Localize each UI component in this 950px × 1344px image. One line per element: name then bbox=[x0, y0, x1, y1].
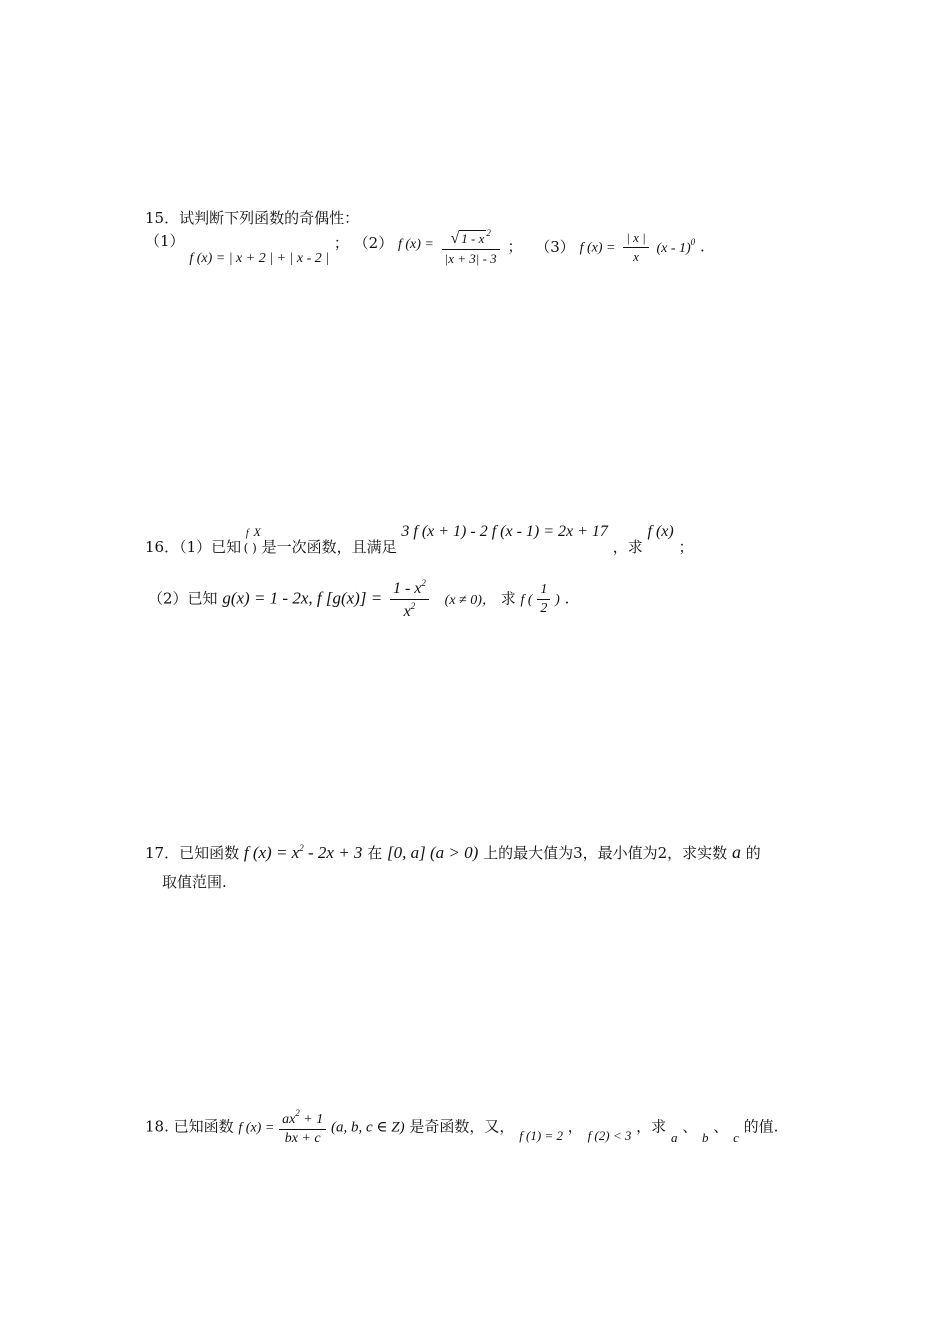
q16-p2-half-num: 1 bbox=[537, 582, 550, 600]
q18-cond1: f (1) = 2 bbox=[519, 1127, 563, 1143]
q15-p3-label: （3） bbox=[535, 237, 575, 256]
q18-a: a bbox=[670, 1129, 678, 1145]
q17-rest: 上的最大值为3，最小值为2，求实数 bbox=[483, 844, 728, 862]
q16-p1-target: f (x) bbox=[647, 523, 674, 540]
q16-p2-half bbox=[537, 582, 550, 617]
q16-part2 bbox=[148, 578, 569, 621]
q16-p1-ask: ，求 bbox=[612, 538, 643, 556]
q15-p1-expr: f (x) = | x + 2 | + | x - 2 | bbox=[189, 250, 330, 266]
q15-title: 15．试判断下列函数的奇偶性： bbox=[145, 209, 360, 227]
q15-p1-label: （1） bbox=[145, 231, 185, 250]
q18-denominator: bx + c bbox=[284, 1131, 321, 1146]
q15-p3-lhs: f (x) = bbox=[579, 240, 616, 256]
q18-dun2: 、 bbox=[713, 1117, 729, 1136]
q16-p1-end: ； bbox=[678, 538, 694, 556]
q15-p2-denominator: |x + 3| - 3 bbox=[444, 251, 497, 266]
q15-p3-numerator: | x | bbox=[623, 230, 648, 248]
q15-p3-tail: (x - 1)$^0$ bbox=[656, 236, 696, 256]
q18-start: 18. 已知函数 bbox=[145, 1117, 234, 1136]
q16-p2-start: （2）已知 bbox=[148, 589, 218, 608]
q17-mid: 在 bbox=[367, 844, 383, 862]
q16-p2-end: . bbox=[564, 589, 570, 608]
q17-start: 17．已知函数 bbox=[145, 844, 240, 862]
q17-interval: [0, a] (a > 0) bbox=[387, 843, 479, 862]
q16-p2-fraction bbox=[390, 578, 429, 621]
q17-line1 bbox=[145, 842, 761, 863]
q15-p2-lhs: f (x) = bbox=[398, 236, 434, 252]
q18-lhs: f (x) = bbox=[238, 1120, 275, 1136]
q17-line2: 取值范围. bbox=[162, 873, 227, 891]
q18-cond2: f (2) < 3 bbox=[587, 1127, 632, 1143]
q15-p3-fraction bbox=[623, 230, 648, 265]
q18-b: b bbox=[702, 1129, 709, 1145]
q16-p2-condition: (x ≠ 0)， bbox=[444, 592, 496, 608]
q18-comma: ， bbox=[567, 1117, 583, 1136]
q18-mid: 是奇函数，又， bbox=[409, 1117, 515, 1136]
q17-var: a bbox=[731, 842, 741, 862]
q16-p2-half-den: 2 bbox=[540, 601, 548, 616]
q15-parts bbox=[145, 228, 705, 267]
q16-p1-start: 16．（1）已知 bbox=[145, 538, 242, 556]
q18-dun1: 、 bbox=[682, 1117, 698, 1136]
q15-p3-denominator: x bbox=[633, 249, 639, 264]
q16-p2-equation: g(x) = 1 - 2x, f [g(x)] = bbox=[222, 588, 383, 608]
q17-tail: 的 bbox=[745, 844, 761, 862]
q18-ask: ，求 bbox=[636, 1117, 667, 1136]
q16-part1 bbox=[145, 520, 694, 556]
q18-condition: (a, b, c ∈ Z) bbox=[331, 1119, 405, 1136]
q16-p2-ask: 求 bbox=[500, 589, 516, 608]
q16-p1-x: X bbox=[253, 525, 261, 539]
q17-expr: f $(x) = x^2 - 2x + 3$ bbox=[243, 843, 363, 862]
sqrt-icon: √ bbox=[450, 230, 460, 247]
q16-p2-close: ) bbox=[555, 592, 560, 608]
q18-numerator: $ax^2 + 1$ bbox=[279, 1108, 326, 1130]
q16-p1-paren: ( ) bbox=[243, 541, 257, 555]
q16-p2-f: f ( bbox=[520, 592, 533, 608]
q16-p2-denominator: $x^2$ bbox=[403, 601, 416, 620]
q16-p1-equation: 3 f (x + 1) - 2 f (x - 1) = 2x + 17 bbox=[401, 523, 608, 540]
q18-c: c bbox=[733, 1129, 739, 1145]
q15-sep2: ； bbox=[507, 237, 523, 256]
q18-end: 的值. bbox=[743, 1117, 779, 1136]
q15-p3-exponent: 0 bbox=[690, 236, 696, 247]
q18-line bbox=[145, 1108, 778, 1147]
q16-p2-numerator: $1 - x^2$ bbox=[390, 578, 429, 600]
q15-sep1: ； bbox=[333, 233, 349, 252]
q15-p2-numerator: 1 - x bbox=[461, 231, 485, 246]
q15-p2-label: （2） bbox=[353, 233, 394, 252]
q16-p1-mid: 是一次函数，且满足 bbox=[261, 538, 397, 556]
q15-end: . bbox=[699, 237, 705, 256]
q16-p1-f: f bbox=[245, 528, 249, 539]
q18-fraction bbox=[279, 1108, 326, 1147]
q15-p2-fraction: $\frac{√ 1 - x ^2}{|x + 3| - 3}$ bbox=[442, 228, 500, 267]
